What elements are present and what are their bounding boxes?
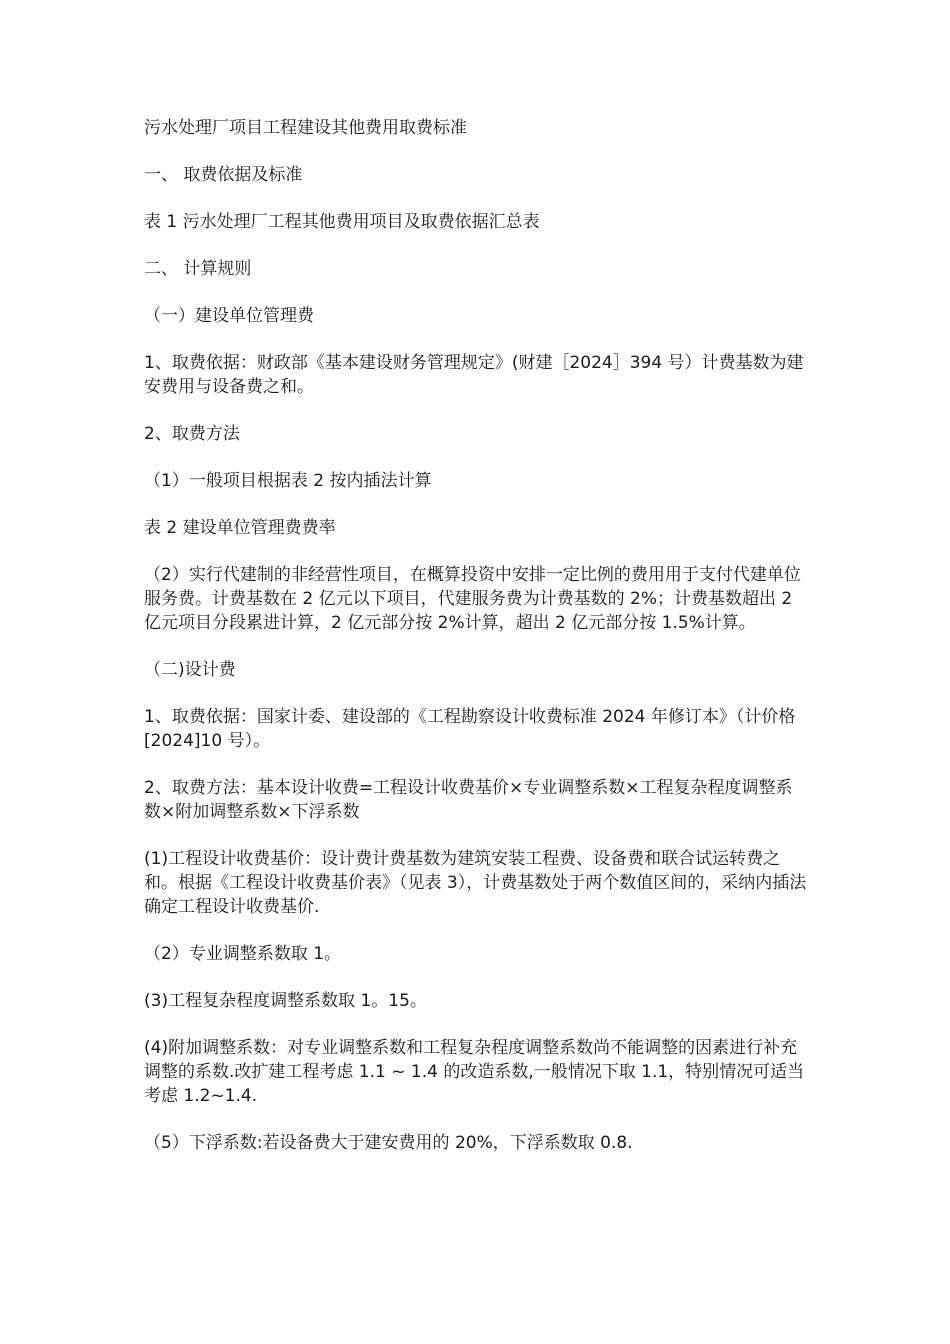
management-fee-method-1: （1）一般项目根据表 2 按内插法计算 <box>144 471 432 491</box>
subsection-heading-management-fee: （一）建设单位管理费 <box>144 306 314 326</box>
subsection-heading-design-fee: （二)设计费 <box>144 660 236 680</box>
section-heading-2: 二、 计算规则 <box>144 259 252 279</box>
table-caption-2: 表 2 建设单位管理费费率 <box>144 518 336 538</box>
section-heading-1: 一、 取费依据及标准 <box>144 165 303 185</box>
design-fee-item-4: (4)附加调整系数：对专业调整系数和工程复杂程度调整系数尚不能调整的因素进行补充调整的系数.改扩建工程考虑 1.1 ~ 1.4 的改造系数,一般情况下取 1.1，特别情况可适当考虑 1.2~1.4. <box>144 1038 805 1106</box>
management-fee-method-heading: 2、取费方法 <box>144 424 240 444</box>
document-body <box>144 116 809 1178</box>
design-fee-item-5: （5）下浮系数:若设备费大于建安费用的 20%，下浮系数取 0.8. <box>144 1133 633 1153</box>
management-fee-method-2: （2）实行代建制的非经营性项目，在概算投资中安排一定比例的费用用于支付代建单位服务费。计费基数在 2 亿元以下项目，代建服务费为计费基数的 2%；计费基数超出 2 亿元项目分段累进计算，2 亿元部分按 2%计算，超出 2 亿元部分按 1.5%计算。 <box>144 565 801 633</box>
document-title: 污水处理厂项目工程建设其他费用取费标准 <box>144 118 467 138</box>
design-fee-item-3: (3)工程复杂程度调整系数取 1。15。 <box>144 991 427 1011</box>
design-fee-item-2: （2）专业调整系数取 1。 <box>144 944 342 964</box>
table-caption-1: 表 1 污水处理厂工程其他费用项目及取费依据汇总表 <box>144 212 540 232</box>
management-fee-basis: 1、取费依据：财政部《基本建设财务管理规定》(财建［2024］394 号）计费基数为建安费用与设备费之和。 <box>144 353 804 397</box>
design-fee-basis: 1、取费依据：国家计委、建设部的《工程勘察设计收费标准 2024 年修订本》（计价格[2024]10 号）。 <box>144 707 796 751</box>
design-fee-item-1: (1)工程设计收费基价：设计费计费基数为建筑安装工程费、设备费和联合试运转费之和。根据《工程设计收费基价表》（见表 3），计费基数处于两个数值区间的，采纳内插法确定工程设计收费基价. <box>144 849 807 917</box>
design-fee-method: 2、取费方法：基本设计收费=工程设计收费基价×专业调整系数×工程复杂程度调整系数×附加调整系数×下浮系数 <box>144 778 793 822</box>
